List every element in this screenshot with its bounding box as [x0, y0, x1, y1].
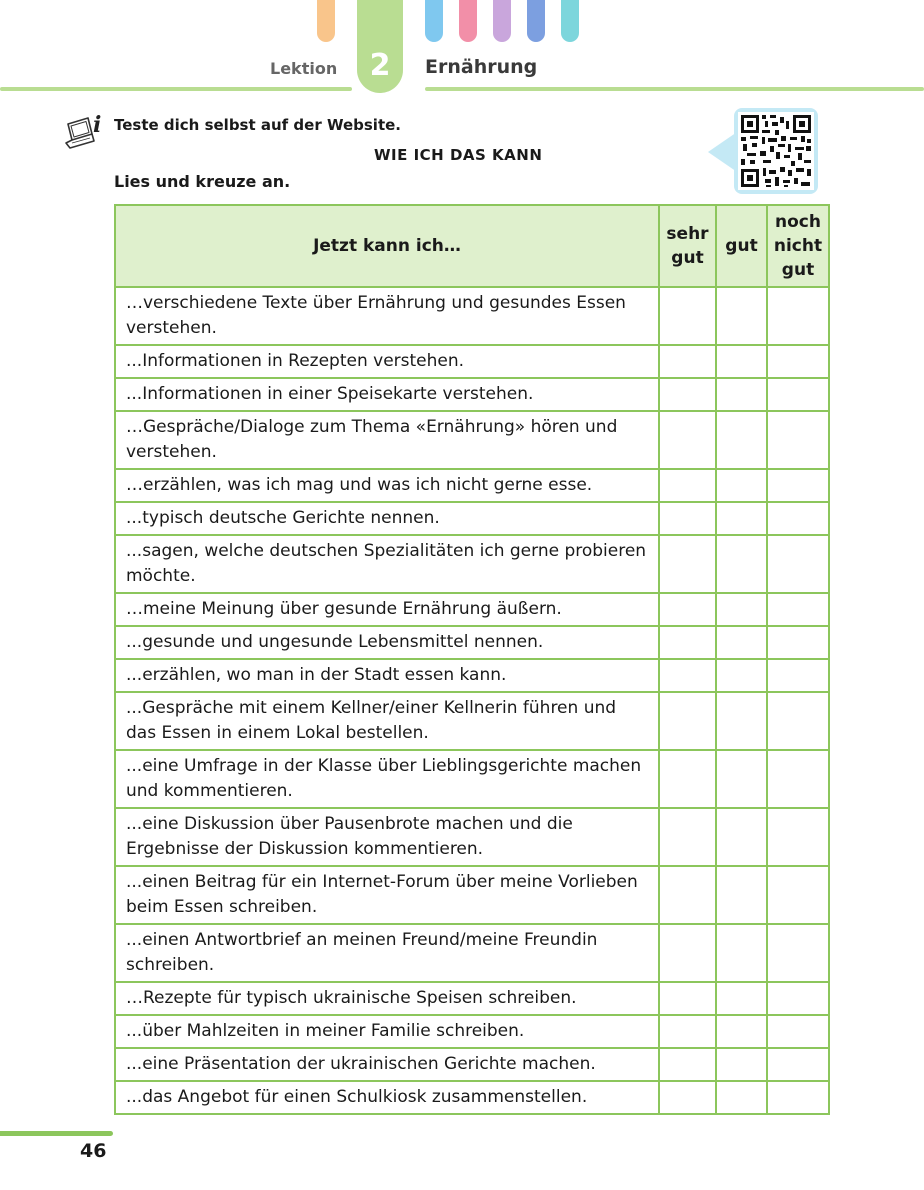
checkbox-very-good[interactable]: [659, 659, 716, 692]
color-tab-pink: [459, 0, 477, 42]
checkbox-very-good[interactable]: [659, 924, 716, 982]
checkbox-not-yet-good[interactable]: [767, 750, 829, 808]
statement-text: ...eine Umfrage in der Klasse über Lieblingsgerichte machen und kommentieren.: [115, 750, 659, 808]
checkbox-very-good[interactable]: [659, 808, 716, 866]
table-header-row: [115, 205, 829, 287]
checkbox-not-yet-good[interactable]: [767, 866, 829, 924]
checkbox-not-yet-good[interactable]: [767, 659, 829, 692]
statement-text: …Gespräche/Dialoge zum Thema «Ernährung» hören und verstehen.: [115, 411, 659, 469]
color-tab-orange: [317, 0, 335, 42]
statement-text: ...über Mahlzeiten in meiner Familie schreiben.: [115, 1015, 659, 1048]
statement-text: ...Informationen in Rezepten verstehen.: [115, 345, 659, 378]
section-heading: WIE ICH DAS KANN: [374, 146, 543, 164]
checkbox-not-yet-good[interactable]: [767, 808, 829, 866]
checkbox-very-good[interactable]: [659, 1081, 716, 1114]
website-hint: Teste dich selbst auf der Website.: [114, 116, 401, 134]
checkbox-very-good[interactable]: [659, 982, 716, 1015]
statement-text: …meine Meinung über gesunde Ernährung äußern.: [115, 593, 659, 626]
checkbox-not-yet-good[interactable]: [767, 287, 829, 345]
table-row: [115, 866, 829, 924]
self-assessment-table: [114, 204, 830, 1115]
table-row: [115, 287, 829, 345]
table-row: [115, 659, 829, 692]
table-row: [115, 808, 829, 866]
checkbox-very-good[interactable]: [659, 469, 716, 502]
table-row: [115, 1048, 829, 1081]
checkbox-not-yet-good[interactable]: [767, 378, 829, 411]
laptop-info-icon: [64, 112, 108, 156]
table-row: [115, 750, 829, 808]
table-row: [115, 535, 829, 593]
table-row: [115, 411, 829, 469]
statement-text: ...sagen, welche deutschen Spezialitäten ich gerne probieren möchte.: [115, 535, 659, 593]
checkbox-very-good[interactable]: [659, 593, 716, 626]
checkbox-good[interactable]: [716, 345, 767, 378]
statement-text: ...einen Beitrag für ein Internet-Forum über meine Vorlieben beim Essen schreiben.: [115, 866, 659, 924]
checkbox-good[interactable]: [716, 808, 767, 866]
table-row: [115, 345, 829, 378]
checkbox-not-yet-good[interactable]: [767, 411, 829, 469]
checkbox-very-good[interactable]: [659, 287, 716, 345]
checkbox-not-yet-good[interactable]: [767, 535, 829, 593]
table-row: [115, 924, 829, 982]
checkbox-not-yet-good[interactable]: [767, 924, 829, 982]
checkbox-not-yet-good[interactable]: [767, 1048, 829, 1081]
lesson-number: 2: [369, 48, 391, 83]
statement-text: ...einen Antwortbrief an meinen Freund/meine Freundin schreiben.: [115, 924, 659, 982]
checkbox-not-yet-good[interactable]: [767, 502, 829, 535]
checkbox-good[interactable]: [716, 1081, 767, 1114]
chapter-title: Ernährung: [425, 56, 538, 78]
column-header-statement: Jetzt kann ich…: [115, 205, 659, 287]
checkbox-good[interactable]: [716, 535, 767, 593]
checkbox-very-good[interactable]: [659, 1015, 716, 1048]
table-row: [115, 626, 829, 659]
svg-text:i: i: [93, 112, 102, 138]
checkbox-not-yet-good[interactable]: [767, 692, 829, 750]
checkbox-very-good[interactable]: [659, 411, 716, 469]
color-tab-blue: [425, 0, 443, 42]
statement-text: …verschiedene Texte über Ernährung und gesundes Essen verstehen.: [115, 287, 659, 345]
qr-code[interactable]: [700, 106, 824, 202]
statement-text: ...eine Präsentation der ukrainischen Gerichte machen.: [115, 1048, 659, 1081]
color-tab-indigo: [527, 0, 545, 42]
checkbox-not-yet-good[interactable]: [767, 1015, 829, 1048]
table-row: [115, 378, 829, 411]
statement-text: ...das Angebot für einen Schulkiosk zusammenstellen.: [115, 1081, 659, 1114]
checkbox-good[interactable]: [716, 1015, 767, 1048]
header-rule-left: [0, 87, 352, 91]
column-header-not-yet-good: noch nicht gut: [767, 205, 829, 287]
checkbox-very-good[interactable]: [659, 750, 716, 808]
checkbox-very-good[interactable]: [659, 1048, 716, 1081]
checkbox-very-good[interactable]: [659, 378, 716, 411]
footer-bar: [0, 1131, 113, 1136]
statement-text: …Rezepte für typisch ukrainische Speisen schreiben.: [115, 982, 659, 1015]
checkbox-good[interactable]: [716, 924, 767, 982]
checkbox-very-good[interactable]: [659, 626, 716, 659]
statement-text: ...gesunde und ungesunde Lebensmittel nennen.: [115, 626, 659, 659]
color-tab-teal: [561, 0, 579, 42]
table-row: [115, 982, 829, 1015]
checkbox-very-good[interactable]: [659, 345, 716, 378]
column-header-good: gut: [716, 205, 767, 287]
checkbox-very-good[interactable]: [659, 866, 716, 924]
checkbox-not-yet-good[interactable]: [767, 982, 829, 1015]
table-row: [115, 593, 829, 626]
statement-text: …erzählen, was ich mag und was ich nicht gerne esse.: [115, 469, 659, 502]
checkbox-not-yet-good[interactable]: [767, 1081, 829, 1114]
checkbox-good[interactable]: [716, 692, 767, 750]
checkbox-good[interactable]: [716, 378, 767, 411]
checkbox-very-good[interactable]: [659, 692, 716, 750]
checkbox-good[interactable]: [716, 411, 767, 469]
statement-text: ...erzählen, wo man in der Stadt essen kann.: [115, 659, 659, 692]
page-number: 46: [80, 1140, 107, 1162]
color-tab-purple: [493, 0, 511, 42]
checkbox-not-yet-good[interactable]: [767, 593, 829, 626]
statement-text: ...typisch deutsche Gerichte nennen.: [115, 502, 659, 535]
checkbox-good[interactable]: [716, 750, 767, 808]
checkbox-not-yet-good[interactable]: [767, 469, 829, 502]
table-row: [115, 469, 829, 502]
checkbox-very-good[interactable]: [659, 535, 716, 593]
checkbox-good[interactable]: [716, 1048, 767, 1081]
checkbox-good[interactable]: [716, 982, 767, 1015]
table-row: [115, 1081, 829, 1114]
checkbox-very-good[interactable]: [659, 502, 716, 535]
lesson-label: Lektion: [270, 59, 338, 78]
table-row: [115, 692, 829, 750]
statement-text: ...eine Diskussion über Pausenbrote machen und die Ergebnisse der Diskussion kommentieren.: [115, 808, 659, 866]
statement-text: ...Informationen in einer Speisekarte verstehen.: [115, 378, 659, 411]
checkbox-not-yet-good[interactable]: [767, 626, 829, 659]
column-header-very-good: sehr gut: [659, 205, 716, 287]
instruction: Lies und kreuze an.: [114, 172, 291, 191]
checkbox-good[interactable]: [716, 502, 767, 535]
table-row: [115, 1015, 829, 1048]
checkbox-not-yet-good[interactable]: [767, 345, 829, 378]
table-row: [115, 502, 829, 535]
checkbox-good[interactable]: [716, 866, 767, 924]
checkbox-good[interactable]: [716, 287, 767, 345]
checkbox-good[interactable]: [716, 593, 767, 626]
header-rule-right: [425, 87, 924, 91]
checkbox-good[interactable]: [716, 659, 767, 692]
checkbox-good[interactable]: [716, 626, 767, 659]
checkbox-good[interactable]: [716, 469, 767, 502]
statement-text: ...Gespräche mit einem Kellner/einer Kellnerin führen und das Essen in einem Lokal bestellen.: [115, 692, 659, 750]
